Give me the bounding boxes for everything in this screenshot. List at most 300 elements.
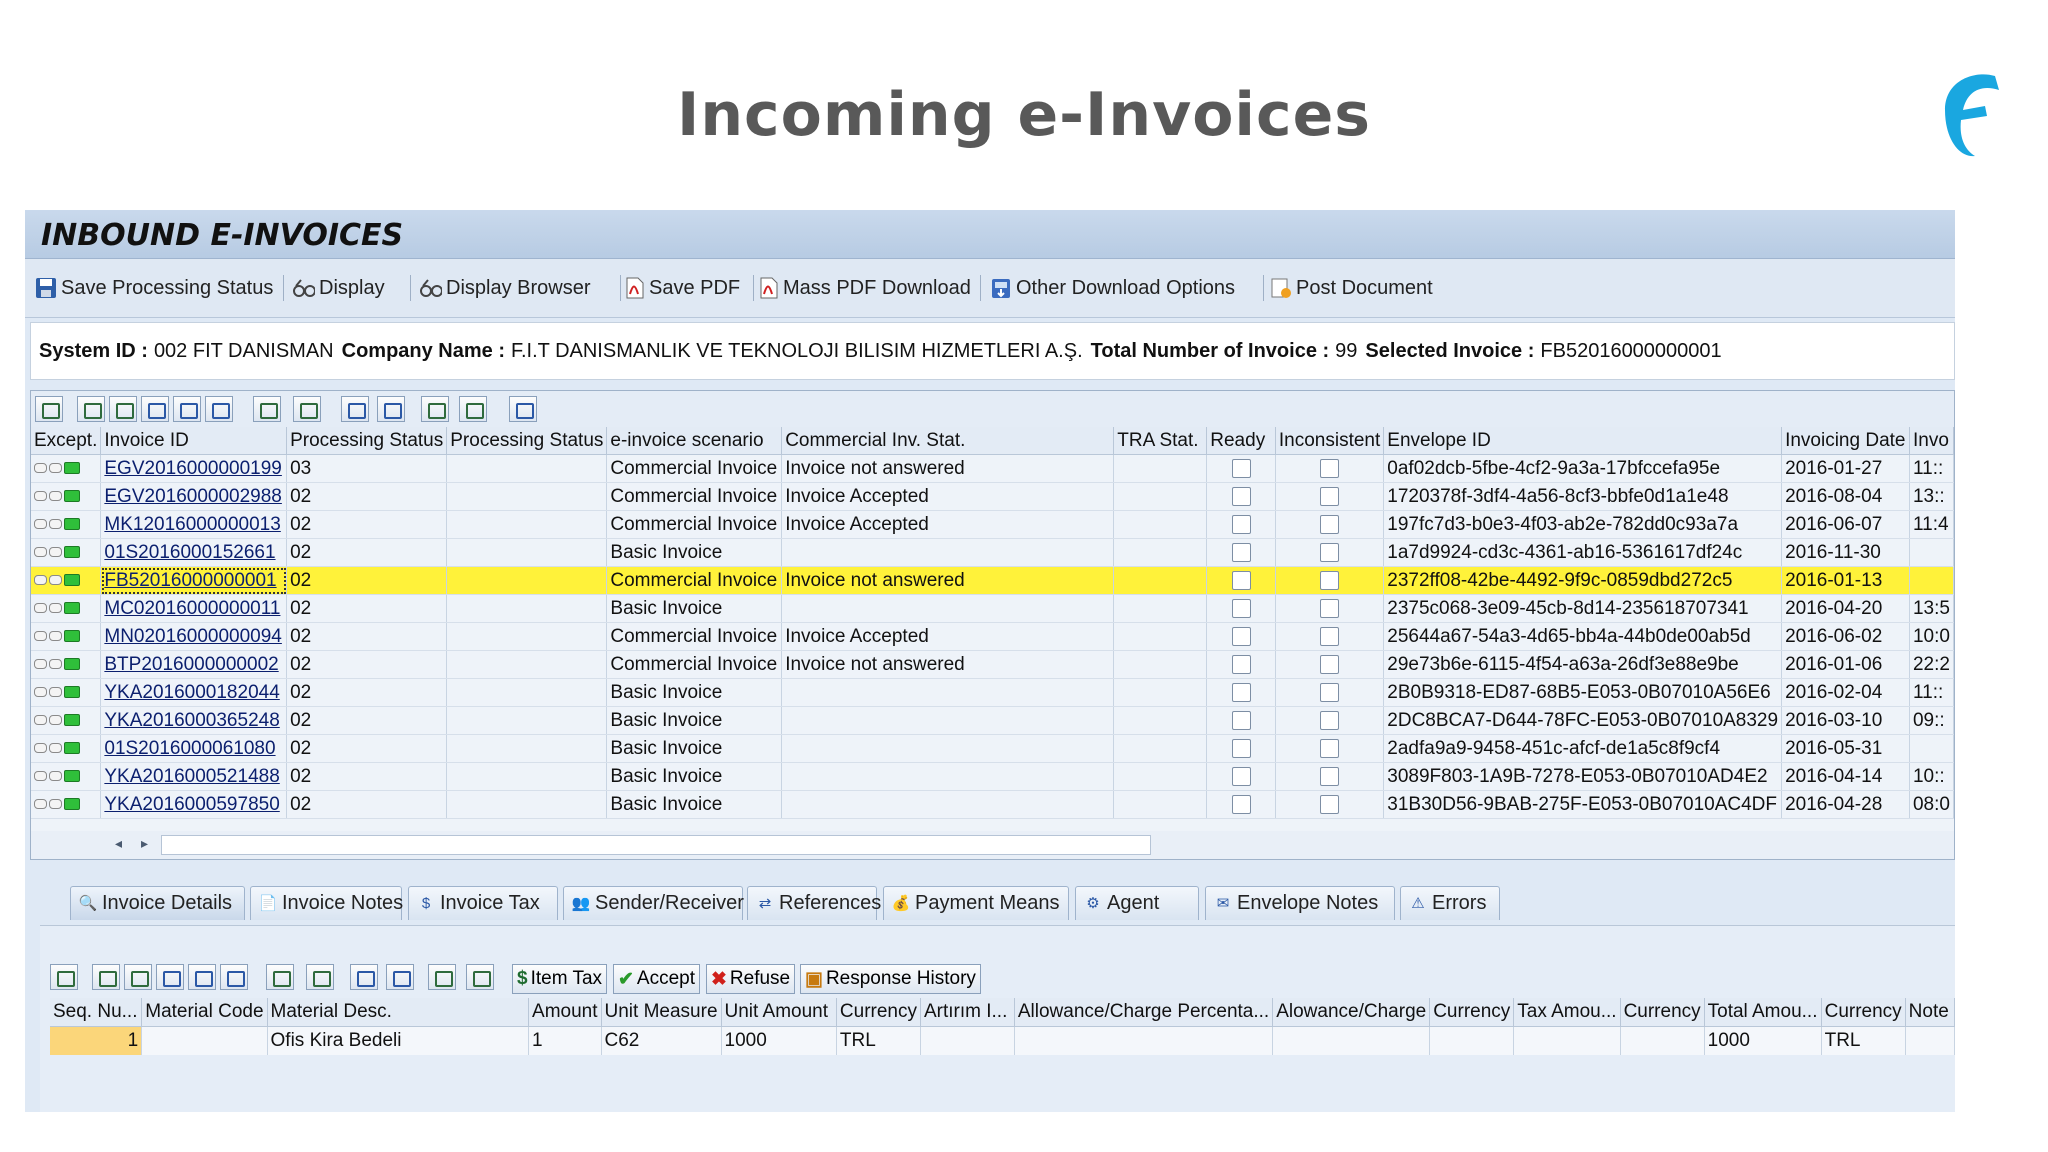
processing-status-desc-cell: [447, 791, 607, 819]
items-col-header[interactable]: Artırım I...: [920, 998, 1014, 1027]
invoice-row[interactable]: [31, 623, 1954, 651]
payment-icon: 💰: [891, 894, 911, 912]
sum-icon[interactable]: [253, 396, 281, 422]
envelope-id-cell: 2372ff08-42be-4492-9f9c-0859dbd272c5: [1384, 567, 1782, 595]
tra-status-cell: [1114, 679, 1207, 707]
invoicing-date-cell: 2016-02-04: [1782, 679, 1910, 707]
invoicing-date-cell: 2016-04-14: [1782, 763, 1910, 791]
tra-status-cell: [1114, 511, 1207, 539]
invoice-id-link[interactable]: MK12016000000013: [101, 511, 287, 539]
envelope-id-cell: 197fc7d3-b0e3-4f03-ab2e-782dd0c93a7a: [1384, 511, 1782, 539]
accept-button[interactable]: ✔ Accept: [613, 964, 700, 994]
ready-checkbox-cell[interactable]: [1207, 539, 1276, 567]
invoicing-date-cell: 2016-11-30: [1782, 539, 1910, 567]
invoicing-time-cell: 08:0: [1909, 791, 1953, 819]
ready-checkbox-cell[interactable]: [1207, 763, 1276, 791]
invoice-id-link[interactable]: YKA2016000182044: [101, 679, 287, 707]
selection-info-bar: [30, 322, 1955, 380]
ready-checkbox[interactable]: [1232, 739, 1251, 758]
envelope-id-cell: 31B30D56-9BAB-275F-E053-0B07010AC4DF: [1384, 791, 1782, 819]
item-cell: 1000: [721, 1027, 836, 1056]
ready-checkbox-cell[interactable]: [1207, 511, 1276, 539]
app-title: INBOUND E-INVOICES: [41, 218, 404, 253]
processing-status-cell: 02: [287, 567, 447, 595]
invoice-row-selected[interactable]: [31, 567, 1954, 595]
references-icon: ⇄: [758, 894, 772, 912]
tra-status-cell: [1114, 735, 1207, 763]
views-icon[interactable]: [386, 964, 414, 990]
ready-checkbox[interactable]: [1232, 627, 1251, 646]
ready-checkbox[interactable]: [1232, 459, 1251, 478]
tra-status-cell: [1114, 791, 1207, 819]
response-history-button[interactable]: ▣ Response History: [800, 964, 981, 994]
processing-status-cell: 02: [287, 511, 447, 539]
refresh-icon[interactable]: [509, 396, 537, 422]
invoice-id-link[interactable]: YKA2016000597850: [101, 791, 287, 819]
ready-checkbox-cell[interactable]: [1207, 595, 1276, 623]
invoice-id-link[interactable]: 01S2016000061080: [101, 735, 287, 763]
inconsistent-checkbox[interactable]: [1320, 459, 1339, 478]
post-document-button[interactable]: Post Document: [1270, 272, 1433, 304]
col-tra-status[interactable]: TRA Stat.: [1114, 427, 1207, 455]
print-icon[interactable]: [350, 964, 378, 990]
layout-icon[interactable]: [459, 396, 487, 422]
sender-receiver-icon: 👥: [571, 894, 591, 912]
inconsistent-checkbox[interactable]: [1320, 515, 1339, 534]
invoicing-date-cell: 2016-05-31: [1782, 735, 1910, 763]
processing-status-cell: 02: [287, 679, 447, 707]
col-invoicing-date[interactable]: Invoicing Date: [1782, 427, 1910, 455]
item-cell: 1: [50, 1027, 142, 1056]
inconsistent-checkbox-cell[interactable]: [1275, 623, 1383, 651]
invoice-id-link[interactable]: MC02016000000011: [101, 595, 287, 623]
inconsistent-checkbox-cell[interactable]: [1275, 707, 1383, 735]
company-name-value: F.I.T DANISMANLIK VE TEKNOLOJI BILISIM HIZMETLERI A.Ş.: [511, 339, 1083, 362]
items-col-header[interactable]: Currency: [836, 998, 920, 1027]
commercial-status-cell: Invoice Accepted: [782, 511, 1114, 539]
invoicing-date-cell: 2016-04-28: [1782, 791, 1910, 819]
col-commercial-status[interactable]: Commercial Inv. Stat.: [782, 427, 1114, 455]
items-col-header[interactable]: Total Amou...: [1704, 998, 1821, 1027]
invoicing-date-cell: 2016-03-10: [1782, 707, 1910, 735]
processing-status-cell: 02: [287, 763, 447, 791]
processing-status-desc-cell: [447, 679, 607, 707]
processing-status-desc-cell: [447, 707, 607, 735]
invoicing-date-cell: 2016-08-04: [1782, 483, 1910, 511]
commercial-status-cell: Invoice not answered: [782, 567, 1114, 595]
invoice-row[interactable]: [31, 791, 1954, 819]
ready-checkbox-cell[interactable]: [1207, 735, 1276, 763]
invoice-id-link[interactable]: YKA2016000521488: [101, 763, 287, 791]
exception-status-lights-icon: [31, 539, 101, 567]
invoicing-date-cell: 2016-06-07: [1782, 511, 1910, 539]
sort-ascending-icon[interactable]: [92, 964, 120, 990]
invoice-id-link[interactable]: YKA2016000365248: [101, 707, 287, 735]
invoicing-time-cell: 11::: [1909, 455, 1953, 483]
invoice-id-link[interactable]: MN02016000000094: [101, 623, 287, 651]
invoice-id-link[interactable]: FB52016000000001: [101, 567, 287, 595]
toolbar-separator: [1263, 275, 1264, 301]
invoice-id-link[interactable]: EGV2016000000199: [101, 455, 287, 483]
company-logo: [1925, 70, 2005, 162]
invoicing-time-cell: 10:0: [1909, 623, 1953, 651]
col-inconsistent[interactable]: Inconsistent: [1275, 427, 1383, 455]
items-col-header[interactable]: Material Desc.: [267, 998, 529, 1027]
ready-checkbox-cell[interactable]: [1207, 483, 1276, 511]
ready-checkbox-cell[interactable]: [1207, 707, 1276, 735]
envelope-id-cell: 1a7d9924-cd3c-4361-ab16-5361617df24c: [1384, 539, 1782, 567]
invoice-grid: [30, 390, 1955, 860]
scenario-cell: Basic Invoice: [607, 539, 782, 567]
tab-invoice-tax[interactable]: $ Invoice Tax: [408, 886, 558, 920]
selected-invoice-value: FB52016000000001: [1540, 339, 1722, 362]
inconsistent-checkbox-cell[interactable]: [1275, 791, 1383, 819]
col-envelope-id[interactable]: Envelope ID: [1384, 427, 1782, 455]
sort-descending-icon[interactable]: [124, 964, 152, 990]
tab-envelope-notes[interactable]: ✉ Envelope Notes: [1205, 886, 1395, 920]
inconsistent-checkbox[interactable]: [1320, 739, 1339, 758]
items-col-header[interactable]: Currency: [1430, 998, 1514, 1027]
item-cell: TRL: [1821, 1027, 1905, 1056]
total-invoices-label: Total Number of Invoice :: [1090, 339, 1330, 362]
ready-checkbox[interactable]: [1232, 543, 1251, 562]
tab-agent[interactable]: ⚙ Agent: [1075, 886, 1199, 920]
invoicing-time-cell: 11::: [1909, 679, 1953, 707]
subtotal-icon[interactable]: [306, 964, 334, 990]
sort-descending-icon[interactable]: [109, 396, 137, 422]
slide-title: Incoming e-Invoices: [677, 80, 1371, 150]
invoice-row[interactable]: [31, 595, 1954, 623]
total-invoices-value: 99: [1335, 339, 1358, 362]
toolbar-separator: [620, 275, 621, 301]
scenario-cell: Commercial Invoice: [607, 511, 782, 539]
items-col-header[interactable]: Note: [1905, 998, 1954, 1027]
scrollbar-track[interactable]: [161, 835, 1151, 855]
display-browser-button[interactable]: Display Browser: [420, 272, 590, 304]
envelope-id-cell: 25644a67-54a3-4d65-bb4a-44b0de00ab5d: [1384, 623, 1782, 651]
commercial-status-cell: [782, 679, 1114, 707]
envelope-id-cell: 0af02dcb-5fbe-4cf2-9a3a-17bfccefa95e: [1384, 455, 1782, 483]
find-icon[interactable]: [156, 964, 184, 990]
inconsistent-checkbox[interactable]: [1320, 599, 1339, 618]
item-tax-button[interactable]: $ Item Tax: [512, 964, 607, 994]
col-invoicing-time[interactable]: Invo: [1909, 427, 1953, 455]
exception-status-lights-icon: [31, 455, 101, 483]
items-col-header[interactable]: Amount: [529, 998, 601, 1027]
commercial-status-cell: [782, 595, 1114, 623]
inconsistent-checkbox-cell[interactable]: [1275, 679, 1383, 707]
export-icon[interactable]: [428, 964, 456, 990]
item-cell: [1014, 1027, 1272, 1056]
find-next-icon[interactable]: [173, 396, 201, 422]
items-col-header[interactable]: Seq. Nu...: [50, 998, 142, 1027]
toolbar-separator: [753, 275, 754, 301]
commercial-status-cell: Invoice Accepted: [782, 623, 1114, 651]
system-id-value: 002 FIT DANISMAN: [153, 339, 334, 362]
inconsistent-checkbox-cell[interactable]: [1275, 735, 1383, 763]
tra-status-cell: [1114, 539, 1207, 567]
sort-ascending-icon[interactable]: [77, 396, 105, 422]
sap-window: [25, 210, 1955, 1112]
commercial-status-cell: [782, 707, 1114, 735]
processing-status-cell: 02: [287, 791, 447, 819]
layout-icon[interactable]: [466, 964, 494, 990]
processing-status-desc-cell: [447, 595, 607, 623]
filter-icon[interactable]: [205, 396, 233, 422]
ready-checkbox[interactable]: [1232, 711, 1251, 730]
envelope-id-cell: 2B0B9318-ED87-68B5-E053-0B07010A56E6: [1384, 679, 1782, 707]
invoice-items-table: [50, 998, 1955, 1055]
commercial-status-cell: Invoice not answered: [782, 455, 1114, 483]
inconsistent-checkbox[interactable]: [1320, 683, 1339, 702]
invoice-id-link[interactable]: BTP2016000000002: [101, 651, 287, 679]
ready-checkbox[interactable]: [1232, 795, 1251, 814]
col-invoice-id[interactable]: Invoice ID: [101, 427, 287, 455]
invoice-details-panel: [40, 925, 1955, 1112]
processing-status-cell: 02: [287, 595, 447, 623]
invoicing-time-cell: [1909, 567, 1953, 595]
mass-pdf-download-button[interactable]: Mass PDF Download: [757, 272, 971, 304]
scenario-cell: Commercial Invoice: [607, 567, 782, 595]
details-icon[interactable]: [35, 396, 63, 422]
invoicing-date-cell: 2016-01-13: [1782, 567, 1910, 595]
invoicing-time-cell: [1909, 539, 1953, 567]
col-einvoice-scenario[interactable]: e-invoice scenario: [607, 427, 782, 455]
pdf-download-icon: [757, 276, 779, 300]
scenario-cell: Basic Invoice: [607, 735, 782, 763]
scenario-cell: Basic Invoice: [607, 679, 782, 707]
commercial-status-cell: [782, 763, 1114, 791]
invoicing-time-cell: 11:4: [1909, 511, 1953, 539]
processing-status-cell: 02: [287, 735, 447, 763]
toolbar-separator: [410, 275, 411, 301]
tab-references[interactable]: ⇄ References: [747, 886, 877, 920]
ready-checkbox-cell[interactable]: [1207, 567, 1276, 595]
scenario-cell: Commercial Invoice: [607, 455, 782, 483]
item-cell: TRL: [836, 1027, 920, 1056]
exception-status-lights-icon: [31, 791, 101, 819]
items-col-header[interactable]: Unit Measure: [601, 998, 721, 1027]
tab-sender-receiver[interactable]: 👥 Sender/Receiver: [563, 886, 743, 920]
inconsistent-checkbox-cell[interactable]: [1275, 539, 1383, 567]
item-row[interactable]: [50, 1027, 1955, 1056]
invoice-id-link[interactable]: 01S2016000152661: [101, 539, 287, 567]
invoicing-date-cell: 2016-01-27: [1782, 455, 1910, 483]
tab-invoice-notes[interactable]: 📄 Invoice Notes: [250, 886, 402, 920]
inconsistent-checkbox[interactable]: [1320, 655, 1339, 674]
tra-status-cell: [1114, 483, 1207, 511]
commercial-status-cell: Invoice not answered: [782, 651, 1114, 679]
errors-icon: ⚠: [1411, 894, 1425, 912]
inconsistent-checkbox[interactable]: [1320, 795, 1339, 814]
detail-tabs: [25, 880, 1955, 924]
scenario-cell: Basic Invoice: [607, 791, 782, 819]
envelope-id-cell: 2adfa9a9-9458-451c-afcf-de1a5c8f9cf4: [1384, 735, 1782, 763]
envelope-id-cell: 2375c068-3e09-45cb-8d14-235618707341: [1384, 595, 1782, 623]
inconsistent-checkbox[interactable]: [1320, 543, 1339, 562]
exception-status-lights-icon: [31, 595, 101, 623]
save-icon: [35, 276, 57, 300]
col-processing-status[interactable]: Processing Status: [287, 427, 447, 455]
exception-status-lights-icon: [31, 483, 101, 511]
horizontal-scrollbar[interactable]: [31, 831, 1954, 859]
items-col-header[interactable]: Currency: [1821, 998, 1905, 1027]
inconsistent-checkbox-cell[interactable]: [1275, 651, 1383, 679]
tra-status-cell: [1114, 623, 1207, 651]
invoice-row[interactable]: [31, 511, 1954, 539]
toolbar-separator: [283, 275, 284, 301]
tab-invoice-details[interactable]: 🔍 Invoice Details: [70, 886, 245, 920]
processing-status-cell: 03: [287, 455, 447, 483]
find-next-icon[interactable]: [188, 964, 216, 990]
item-cell: 1: [529, 1027, 601, 1056]
ready-checkbox[interactable]: [1232, 767, 1251, 786]
other-download-options-button[interactable]: Other Download Options: [990, 272, 1235, 304]
display-button[interactable]: Display: [293, 272, 385, 304]
exception-status-lights-icon: [31, 623, 101, 651]
item-cell: [1430, 1027, 1514, 1056]
save-pdf-button[interactable]: Save PDF: [623, 272, 740, 304]
ready-checkbox[interactable]: [1232, 655, 1251, 674]
invoice-details-icon: 🔍: [78, 894, 98, 912]
item-cell: C62: [601, 1027, 721, 1056]
inconsistent-checkbox-cell[interactable]: [1275, 455, 1383, 483]
grid-toolbar: [31, 391, 1954, 428]
tab-errors[interactable]: ⚠ Errors: [1400, 886, 1500, 920]
exception-status-lights-icon: [31, 707, 101, 735]
commercial-status-cell: [782, 735, 1114, 763]
refuse-button[interactable]: ✖ Refuse: [706, 964, 795, 994]
download-options-icon: [990, 276, 1012, 300]
main-toolbar: [25, 259, 1955, 318]
items-col-header[interactable]: Unit Amount: [721, 998, 836, 1027]
tax-icon: $: [421, 894, 431, 912]
inconsistent-checkbox[interactable]: [1320, 627, 1339, 646]
exception-status-lights-icon: [31, 651, 101, 679]
accept-check-icon: ✔: [618, 968, 634, 990]
ready-checkbox[interactable]: [1232, 515, 1251, 534]
invoicing-time-cell: 10::: [1909, 763, 1953, 791]
ready-checkbox-cell[interactable]: [1207, 679, 1276, 707]
invoice-row[interactable]: [31, 539, 1954, 567]
item-cell: [1273, 1027, 1430, 1056]
ready-checkbox[interactable]: [1232, 599, 1251, 618]
scenario-cell: Basic Invoice: [607, 595, 782, 623]
tra-status-cell: [1114, 455, 1207, 483]
processing-status-cell: 02: [287, 483, 447, 511]
envelope-icon: ✉: [1216, 894, 1230, 912]
invoice-row[interactable]: [31, 455, 1954, 483]
inconsistent-checkbox[interactable]: [1320, 711, 1339, 730]
processing-status-desc-cell: [447, 567, 607, 595]
col-exception[interactable]: Except.: [31, 427, 101, 455]
sum-icon[interactable]: [266, 964, 294, 990]
ready-checkbox[interactable]: [1232, 487, 1251, 506]
inconsistent-checkbox-cell[interactable]: [1275, 483, 1383, 511]
processing-status-cell: 02: [287, 623, 447, 651]
processing-status-cell: 02: [287, 651, 447, 679]
ready-checkbox-cell[interactable]: [1207, 623, 1276, 651]
details-icon[interactable]: [50, 964, 78, 990]
invoice-row[interactable]: [31, 763, 1954, 791]
invoice-row[interactable]: [31, 707, 1954, 735]
agent-icon: ⚙: [1086, 894, 1100, 912]
scroll-left-icon[interactable]: ◂: [115, 835, 123, 851]
save-processing-status-button[interactable]: Save Processing Status: [35, 272, 273, 304]
filter-icon[interactable]: [220, 964, 248, 990]
processing-status-cell: 02: [287, 707, 447, 735]
exception-status-lights-icon: [31, 567, 101, 595]
print-icon[interactable]: [341, 396, 369, 422]
inconsistent-checkbox-cell[interactable]: [1275, 595, 1383, 623]
invoice-id-link[interactable]: EGV2016000002988: [101, 483, 287, 511]
items-col-header[interactable]: Alowance/Charge: [1273, 998, 1430, 1027]
export-icon[interactable]: [421, 396, 449, 422]
invoicing-time-cell: 09::: [1909, 707, 1953, 735]
items-col-header[interactable]: Currency: [1620, 998, 1704, 1027]
commercial-status-cell: Invoice Accepted: [782, 483, 1114, 511]
tab-payment-means[interactable]: 💰 Payment Means: [883, 886, 1069, 920]
invoicing-date-cell: 2016-06-02: [1782, 623, 1910, 651]
items-col-header[interactable]: Allowance/Charge Percenta...: [1014, 998, 1272, 1027]
inconsistent-checkbox-cell[interactable]: [1275, 511, 1383, 539]
ready-checkbox-cell[interactable]: [1207, 791, 1276, 819]
item-cell: [1514, 1027, 1620, 1056]
envelope-id-cell: 1720378f-3df4-4a56-8cf3-bbfe0d1a1e48: [1384, 483, 1782, 511]
commercial-status-cell: [782, 539, 1114, 567]
col-ready[interactable]: Ready: [1207, 427, 1276, 455]
tra-status-cell: [1114, 567, 1207, 595]
col-processing-status-desc[interactable]: Processing Status: [447, 427, 607, 455]
invoicing-date-cell: 2016-01-06: [1782, 651, 1910, 679]
inconsistent-checkbox[interactable]: [1320, 571, 1339, 590]
ready-checkbox[interactable]: [1232, 571, 1251, 590]
toolbar-separator: [980, 275, 981, 301]
invoice-row[interactable]: [31, 735, 1954, 763]
views-icon[interactable]: [377, 396, 405, 422]
ready-checkbox-cell[interactable]: [1207, 455, 1276, 483]
ready-checkbox-cell[interactable]: [1207, 651, 1276, 679]
system-id-label: System ID :: [39, 339, 148, 362]
exception-status-lights-icon: [31, 511, 101, 539]
refuse-x-icon: ✖: [711, 968, 727, 990]
inconsistent-checkbox[interactable]: [1320, 767, 1339, 786]
find-icon[interactable]: [141, 396, 169, 422]
invoice-row[interactable]: [31, 483, 1954, 511]
items-col-header[interactable]: Tax Amou...: [1514, 998, 1620, 1027]
processing-status-cell: 02: [287, 539, 447, 567]
item-cell: [1905, 1027, 1954, 1056]
inconsistent-checkbox[interactable]: [1320, 487, 1339, 506]
invoice-table-header: [31, 427, 1954, 455]
inconsistent-checkbox-cell[interactable]: [1275, 567, 1383, 595]
processing-status-desc-cell: [447, 483, 607, 511]
invoice-row[interactable]: [31, 679, 1954, 707]
inconsistent-checkbox-cell[interactable]: [1275, 763, 1383, 791]
subtotal-icon[interactable]: [293, 396, 321, 422]
scroll-right-icon[interactable]: ▸: [141, 835, 149, 851]
post-document-icon: [1270, 276, 1292, 300]
processing-status-desc-cell: [447, 511, 607, 539]
invoicing-time-cell: 13:5: [1909, 595, 1953, 623]
selected-invoice-label: Selected Invoice :: [1365, 339, 1535, 362]
tra-status-cell: [1114, 595, 1207, 623]
invoice-row[interactable]: [31, 651, 1954, 679]
invoicing-time-cell: 22:2: [1909, 651, 1953, 679]
exception-status-lights-icon: [31, 679, 101, 707]
items-col-header[interactable]: Material Code: [142, 998, 267, 1027]
ready-checkbox[interactable]: [1232, 683, 1251, 702]
